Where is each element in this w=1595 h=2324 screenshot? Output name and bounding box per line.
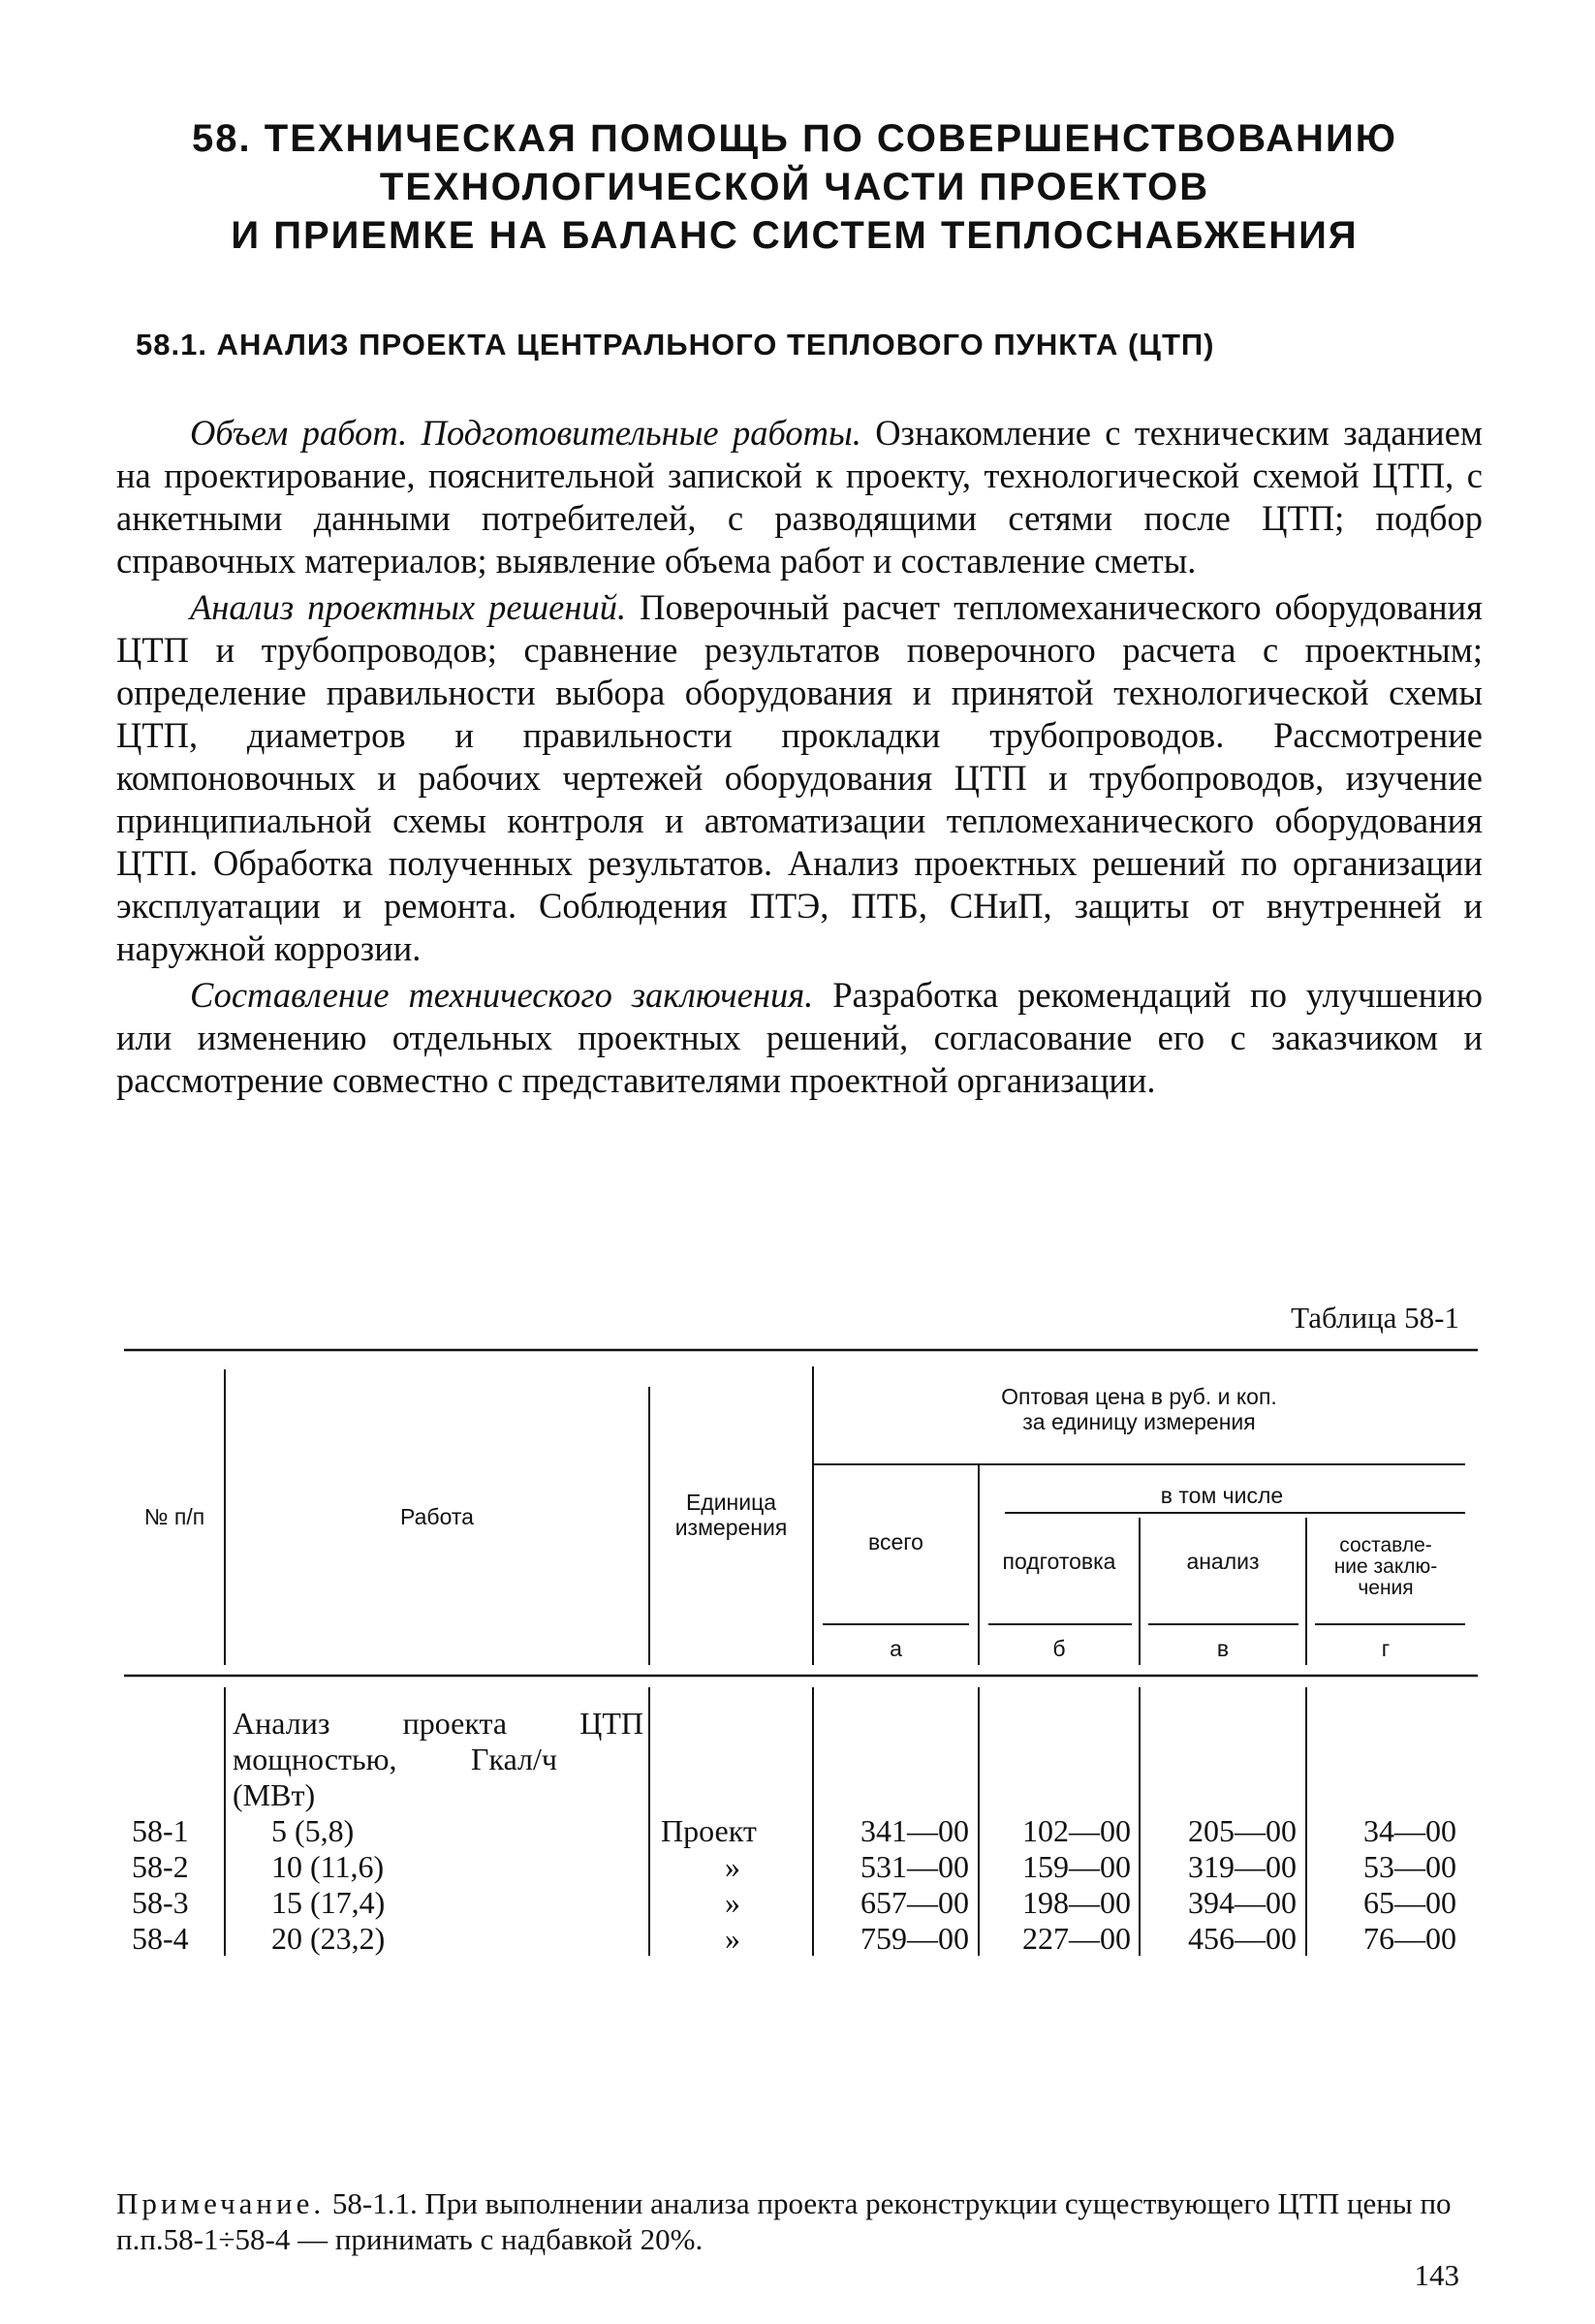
- table-header-price-line: за единицу измерения: [1022, 1409, 1256, 1434]
- paragraph-lead: Составление технического заключения.: [190, 975, 814, 1015]
- table-cell-analysis: 394—00: [1188, 1885, 1297, 1920]
- table-cell-total: 657—00: [860, 1885, 969, 1920]
- note-text: 58-1.1. При выполнении анализа проекта реконструкции существующего ЦТП цены по п.п.58-1÷58-4 — принимать с надбавкой 20%.: [116, 2186, 1452, 2256]
- table-cell-work: 15 (17,4): [271, 1885, 386, 1920]
- table-cell-analysis: 456—00: [1188, 1921, 1297, 1956]
- table-header-conclusion: [1306, 1535, 1465, 1599]
- table-header-price-line: Оптовая цена в руб. и коп.: [1001, 1384, 1277, 1409]
- table-group-label: [233, 1742, 557, 1777]
- table-cell-conclusion: 53—00: [1363, 1849, 1456, 1884]
- note-label: Примечание.: [116, 2186, 326, 2220]
- subsection-title: 58.1. АНАЛИЗ ПРОЕКТА ЦЕНТРАЛЬНОГО ТЕПЛОВОГО ПУНКТА (ЦТП): [136, 328, 1215, 361]
- table-cell-preparation: 227—00: [1022, 1921, 1131, 1956]
- table-cell-analysis: 319—00: [1188, 1849, 1297, 1884]
- table-header-including: в том числе: [1160, 1483, 1284, 1508]
- table-header-unit-line: измерения: [674, 1515, 788, 1540]
- table-header-conclusion-line: чения: [1358, 1577, 1414, 1599]
- table-header-preparation: подготовка: [1002, 1549, 1116, 1574]
- table-header-unit: [649, 1490, 813, 1540]
- section-title-line: ТЕХНОЛОГИЧЕСКОЙ ЧАСТИ ПРОЕКТОВ: [379, 166, 1210, 208]
- table-caption: Таблица 58-1: [1291, 1301, 1459, 1335]
- table-header-col-letter: а: [890, 1636, 902, 1661]
- table-cell-num: 58-2: [132, 1849, 189, 1884]
- paragraph-text: Разработка рекомендаций по улучшению или изменению отдельных проектных решений, согласование его с заказчиком и рассмотрение совместно с представителями проектной организации.: [116, 975, 1483, 1100]
- table-header-unit-line: Единица: [685, 1490, 777, 1515]
- table-cell-work: 20 (23,2): [271, 1921, 386, 1956]
- table-cell-preparation: 198—00: [1022, 1885, 1131, 1920]
- paragraph-text: Ознакомление с техническим заданием на проектирование, пояснительной запиской к проекту, технологической схемой ЦТП, с анкетными данными потребителей, с разводящими сетями после ЦТП; подбор справочных материалов; выявление объема работ и составление сметы.: [116, 413, 1483, 581]
- paragraph-lead: Анализ проектных решений.: [190, 587, 627, 627]
- table-group-label: (МВт): [233, 1777, 316, 1812]
- table-cell-work: 10 (11,6): [271, 1849, 385, 1884]
- table-cell-conclusion: 65—00: [1363, 1885, 1456, 1920]
- table-header-work: Работа: [400, 1504, 474, 1529]
- table-cell-total: 531—00: [860, 1849, 969, 1884]
- table-cell-total: 759—00: [860, 1921, 969, 1956]
- table-group-word: проекта: [402, 1706, 508, 1741]
- table-cell-conclusion: 34—00: [1363, 1813, 1456, 1848]
- table-cell-unit: Проект: [661, 1813, 757, 1848]
- table-group-word: Анализ: [233, 1706, 330, 1741]
- table-header-price: [813, 1384, 1465, 1434]
- table-header-col-letter: г: [1381, 1636, 1391, 1661]
- table-cell-preparation: 102—00: [1022, 1813, 1131, 1848]
- table-header-analysis: анализ: [1186, 1549, 1260, 1574]
- table-group-word: ЦТП: [579, 1706, 643, 1741]
- table-group-word: мощностью,: [233, 1742, 397, 1776]
- table-cell-num: 58-3: [132, 1885, 189, 1920]
- table-cell-unit: »: [725, 1885, 740, 1920]
- table-header-total: всего: [868, 1529, 923, 1555]
- table-cell-analysis: 205—00: [1188, 1813, 1297, 1848]
- paragraph-lead: Объем работ. Подготовительные работы.: [190, 413, 861, 453]
- table-cell-preparation: 159—00: [1022, 1849, 1131, 1884]
- section-title-line: И ПРИЕМКЕ НА БАЛАНС СИСТЕМ ТЕПЛОСНАБЖЕНИЯ: [231, 214, 1359, 257]
- paragraph-text: Поверочный расчет тепломеханического оборудования ЦТП и трубопроводов; сравнение результатов поверочного расчета с проектным; определение правильности выбора оборудования и принятой технологической схемы ЦТП, диаметров и правильности прокладки трубопроводов. Рассмотрение компоновочных и рабочих чертежей оборудования ЦТП и трубопроводов, изучение принципиальной схемы контроля и автоматизации тепломеханического оборудования ЦТП. Обработка полученных результатов. Анализ проектных решений по организации эксплуатации и ремонта. Соблюдения ПТЭ, ПТБ, СНиП, защиты от внутренней и наружной коррозии.: [116, 587, 1483, 968]
- table-cell-unit: »: [725, 1921, 740, 1956]
- table-header-num: № п/п: [143, 1504, 205, 1529]
- table-cell-num: 58-4: [132, 1921, 189, 1956]
- table-header-conclusion-line: составле-: [1339, 1534, 1432, 1556]
- table-note: [116, 2185, 1483, 2257]
- table-header-conclusion-line: ние заклю-: [1333, 1555, 1438, 1578]
- table-cell-num: 58-1: [132, 1813, 189, 1848]
- table-cell-work: 5 (5,8): [271, 1813, 355, 1848]
- table-cell-total: 341—00: [860, 1813, 969, 1848]
- table-header-col-letter: в: [1216, 1636, 1230, 1661]
- table-group-label: [233, 1706, 643, 1742]
- section-title-line: 58. ТЕХНИЧЕСКАЯ ПОМОЩЬ ПО СОВЕРШЕНСТВОВАНИЮ: [192, 117, 1397, 160]
- page-number: 143: [1414, 2258, 1459, 2292]
- table-cell-conclusion: 76—00: [1363, 1921, 1456, 1956]
- table-header-col-letter: б: [1052, 1636, 1066, 1661]
- table-cell-unit: »: [725, 1849, 740, 1884]
- table-group-word: Гкал/ч: [471, 1742, 557, 1776]
